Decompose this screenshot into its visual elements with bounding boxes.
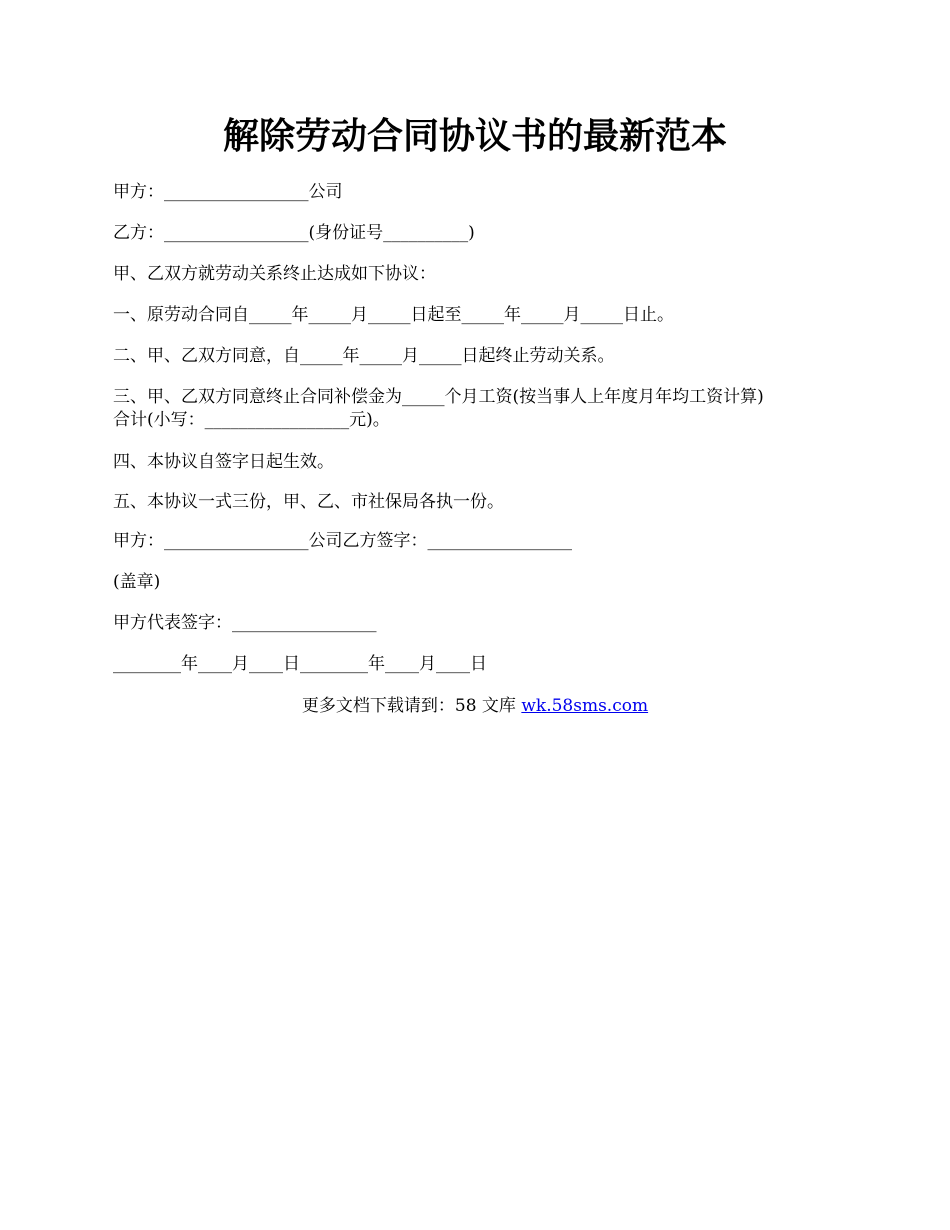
representative-signature-line: 甲方代表签字：_________________ xyxy=(113,613,377,633)
date-line: ________年____月____日________年____月____日 xyxy=(113,654,487,674)
seal-line: (盖章) xyxy=(113,572,161,592)
intro-line: 甲、乙双方就劳动关系终止达成如下协议： xyxy=(113,264,436,284)
clause-3-line-2: 合计(小写：_________________元)。 xyxy=(113,410,390,430)
clause-4: 四、本协议自签字日起生效。 xyxy=(113,452,334,472)
clause-2: 二、甲、乙双方同意，自_____年_____月_____日起终止劳动关系。 xyxy=(113,346,615,366)
document-title: 解除劳动合同协议书的最新范本 xyxy=(222,115,727,157)
footer-link[interactable]: wk.58sms.com xyxy=(521,696,649,716)
clause-1: 一、原劳动合同自_____年_____月_____日起至_____年_____月_____日止。 xyxy=(113,305,674,325)
clause-5: 五、本协议一式三份，甲、乙、市社保局各执一份。 xyxy=(113,492,504,512)
party-b-line: 乙方：_________________(身份证号__________) xyxy=(113,223,475,243)
clause-3-line-1: 三、甲、乙双方同意终止合同补偿金为_____个月工资(按当事人上年度月年均工资计算) xyxy=(113,387,764,407)
footer-text: 更多文档下载请到：58 文库 xyxy=(301,696,522,716)
party-a-line: 甲方：_________________公司 xyxy=(113,182,343,202)
footer xyxy=(0,694,950,718)
signature-line: 甲方：_________________公司乙方签字：_________________ xyxy=(113,531,572,551)
